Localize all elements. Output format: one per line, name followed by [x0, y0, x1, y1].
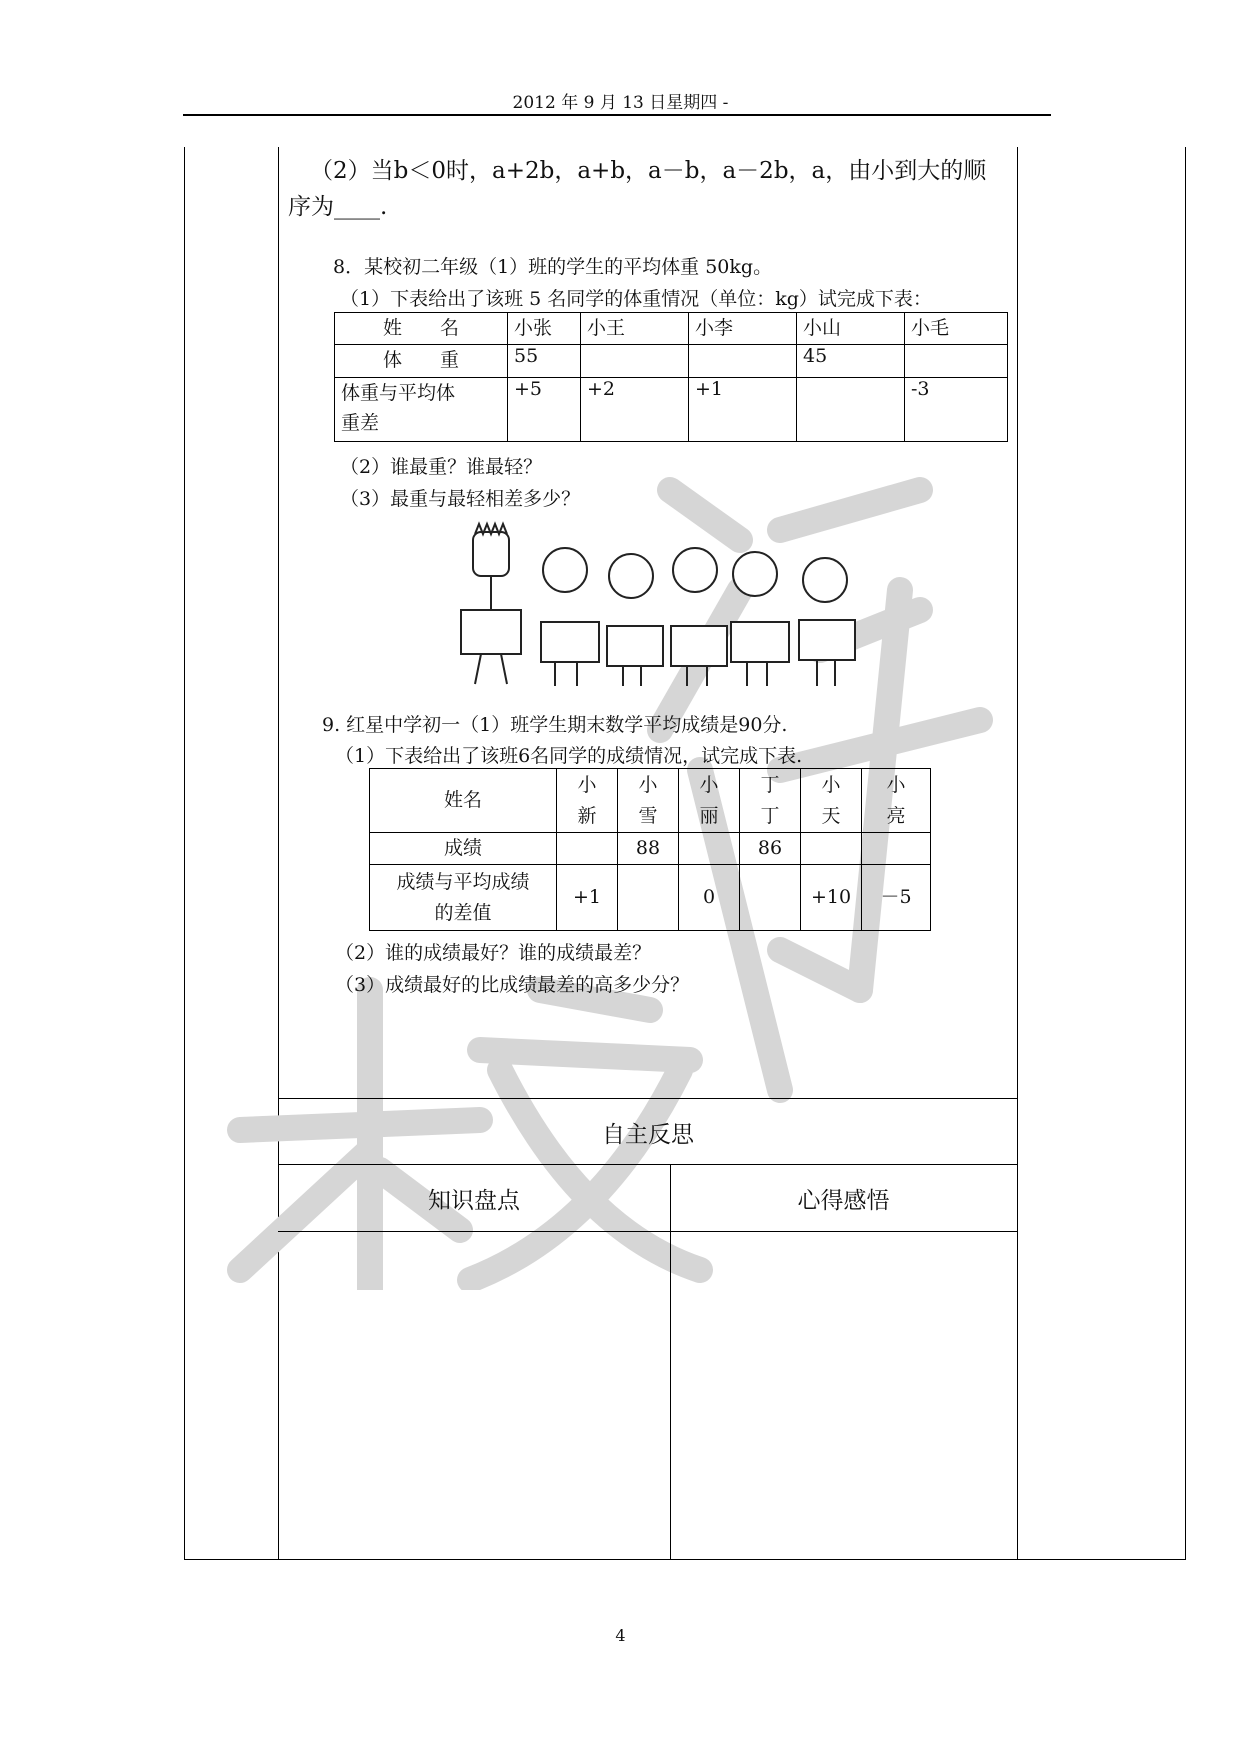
table-cell: 体 重: [335, 345, 508, 378]
q7-line1: （2）当b＜0时，a+2b，a+b，a－b，a－2b，a，由小到大的顺: [310, 158, 987, 184]
knowledge-summary-heading: 知识盘点: [428, 1188, 520, 1214]
name-char: 新: [577, 804, 597, 827]
name-char: 小: [886, 773, 906, 796]
q9-diff-head-line2: 的差值: [434, 901, 492, 924]
q8-diff-head-line1: 体重与平均体: [341, 382, 456, 404]
table-cell: [689, 345, 797, 378]
table-cell: 成绩: [370, 833, 557, 865]
children-illustration: [455, 520, 895, 690]
table-cell: 小张: [508, 313, 581, 345]
frame-left: [184, 147, 185, 1559]
table-cell: +1: [689, 378, 797, 442]
reflection-top-rule: [278, 1098, 1018, 1099]
name-char: 丽: [699, 804, 719, 827]
table-cell: [618, 769, 679, 833]
table-cell: +5: [508, 378, 581, 442]
header-rule: [183, 114, 1051, 116]
page-header: 2012 年 9 月 13 日星期四 -: [512, 93, 729, 113]
table-cell: [801, 769, 862, 833]
q9-row-diffs: [370, 865, 931, 931]
q8-sub1: （1）下表给出了该班 5 名同学的体重情况（单位：kg）试完成下表：: [340, 288, 932, 310]
q9-row-names: [370, 769, 931, 833]
table-cell: [618, 865, 679, 931]
table-cell: 小李: [689, 313, 797, 345]
q9-sub2: （2）谁的成绩最好？谁的成绩最差？: [335, 942, 652, 964]
table-cell: －5: [862, 865, 931, 931]
table-cell: 55: [508, 345, 581, 378]
name-char: 小: [821, 773, 841, 796]
q8-sub2: （2）谁最重？谁最轻？: [340, 456, 543, 478]
table-cell: [557, 833, 618, 865]
frame-bottom: [184, 1559, 1186, 1560]
table-cell: [905, 345, 1008, 378]
table-cell: +2: [581, 378, 689, 442]
table-cell: 45: [797, 345, 905, 378]
insights-heading: 心得感悟: [797, 1188, 890, 1214]
q8-title: 8．某校初二年级（1）班的学生的平均体重 50kg。: [333, 256, 773, 278]
table-cell: [581, 345, 689, 378]
table-cell: [740, 865, 801, 931]
name-char: 丁: [760, 804, 780, 827]
table-cell: [862, 769, 931, 833]
name-char: 雪: [638, 804, 658, 827]
q8-sub3: （3）最重与最轻相差多少？: [340, 488, 581, 510]
q9-row-scores: [370, 833, 931, 865]
frame-inner-right: [1017, 147, 1018, 1559]
table-cell: 小毛: [905, 313, 1008, 345]
reflection-title: 自主反思: [602, 1122, 694, 1148]
table-cell: -3: [905, 378, 1008, 442]
table-cell: [679, 769, 740, 833]
q9-title: 9. 红星中学初一（1）班学生期末数学平均成绩是90分.: [322, 714, 788, 736]
table-cell: 姓 名: [335, 313, 508, 345]
q9-diff-head-line1: 成绩与平均成绩: [396, 870, 530, 893]
q9-table: [369, 768, 931, 931]
table-cell: [370, 865, 557, 931]
name-char: 小: [638, 773, 658, 796]
table-cell: 88: [618, 833, 679, 865]
reflection-mid-rule: [278, 1164, 1018, 1165]
q8-row-diffs: [335, 378, 1008, 442]
name-char: 天: [821, 804, 841, 827]
q7-line2: 序为____.: [288, 194, 388, 220]
q8-row-names: [335, 313, 1008, 345]
table-cell: 小王: [581, 313, 689, 345]
table-cell: +10: [801, 865, 862, 931]
table-cell: [679, 833, 740, 865]
q9-sub1: （1）下表给出了该班6名同学的成绩情况，试完成下表.: [335, 745, 803, 767]
table-cell: [557, 769, 618, 833]
q8-table: [334, 312, 1008, 442]
name-char: 小: [577, 773, 597, 796]
q8-row-weights: [335, 345, 1008, 378]
table-cell: +1: [557, 865, 618, 931]
table-cell: [740, 769, 801, 833]
table-cell: [862, 833, 931, 865]
name-char: 小: [699, 773, 719, 796]
q9-sub3: （3）成绩最好的比成绩最差的高多少分？: [335, 974, 690, 996]
name-char: 丁: [760, 773, 780, 796]
table-cell: 0: [679, 865, 740, 931]
name-char: 亮: [886, 804, 906, 827]
reflection-divider: [670, 1164, 671, 1559]
page-number: 4: [615, 1626, 626, 1645]
frame-inner-left: [278, 147, 279, 1559]
table-cell: 姓名: [370, 769, 557, 833]
q8-diff-head-line2: 重差: [341, 412, 380, 434]
frame-right: [1185, 147, 1186, 1559]
reflection-bottom-rule: [278, 1231, 1018, 1232]
table-cell: 86: [740, 833, 801, 865]
table-cell: [335, 378, 508, 442]
table-cell: [801, 833, 862, 865]
table-cell: 小山: [797, 313, 905, 345]
table-cell: [797, 378, 905, 442]
